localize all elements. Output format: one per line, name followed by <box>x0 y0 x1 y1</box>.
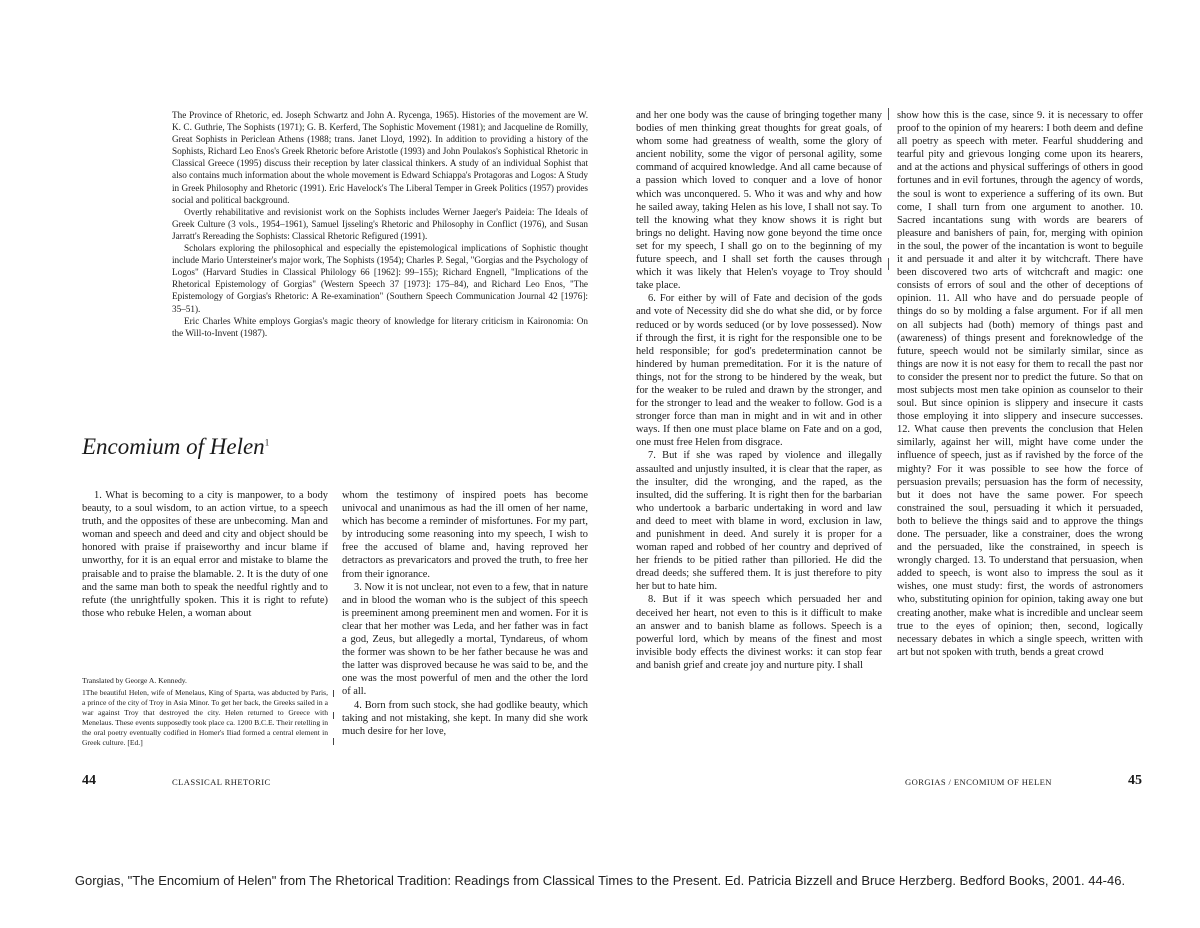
front-matter-paragraph: Scholars exploring the philosophical and especially the epistemological implications of Sophistic thought include Mario Untersteiner's major work, The Sophists (1954); Charles P. Segal, "Gorgias and the Psychology of Logos" (Harvard Studies in Classical Philology 66 [1962]: 99–155); Richard Engnell, "Implications of the Rhetorical Epistemology of Gorgias" (Western Speech 37 [1973]: 175–84), and Richard Leo Enos, "The Epistemology of Gorgias's Rhetoric: A Re-examination" (Southern Speech Communication Journal 42 [1976]: 35–51). <box>172 243 588 314</box>
essay-title-text: Encomium of Helen <box>82 434 265 459</box>
margin-mark <box>333 690 334 697</box>
paragraph: 1. What is becoming to a city is manpower, to a body beauty, to a soul wisdom, to an action virtue, to a speech truth, and the opposites of these are unbecoming. Man and woman and speech and deed and city and object should be honored with praise if praiseworthy and incur blame if unworthy, for it is an equal error and mistake to blame the praisable and to praise the blamable. 2. It is the duty of one and the same man both to speak the needful rightly and to refute (the unrightfully spoken. This it is right to refute) those who rebuke Helen, a woman about <box>82 490 328 619</box>
margin-rule <box>888 258 889 270</box>
right-running-head: GORGIAS / ENCOMIUM OF HELEN <box>905 777 1052 787</box>
title-footnote-mark: 1 <box>264 437 270 448</box>
footnotes <box>82 676 328 748</box>
front-matter-paragraph: Eric Charles White employs Gorgias's magic theory of knowledge for literary criticism in Kaironomia: On the Will-to-Invent (1987). <box>172 315 588 338</box>
translator-note: Translated by George A. Kennedy. <box>82 676 187 685</box>
left-column-2 <box>342 489 588 747</box>
right-column-2 <box>897 109 1143 759</box>
paragraph: show how this is the case, since 9. it is necessary to offer proof to the opinion of my hearers: I both deem and define all poetry as speech with meter. Fearful shuddering and tearful pity and grievous longing come upon its hearers, and at the actions and physical sufferings of others in good fortunes and in evil fortunes, through the agency of words, the soul is wont to experience a suffering of its own. But come, I shall turn from one argument to another. 10. Sacred incantations sung with words are bearers of pleasure and banishers of pain, for, merging with opinion in the soul, the power of the incantation is wont to beguile it and persuade it and alter it by witchcraft. There have been discovered two arts of witchcraft and magic: one consists of errors of soul and the other of deceptions of opinion. 11. All who have and do persuade people of things do so by molding a false argument. For if all men on all subjects had (both) memory of things past and (awareness) of things present and foreknowledge of the future, speech would not be similarly similar, since as things are now it is not easy for them to recall the past nor to consider the present nor to predict the future. So that on most subjects most men take opinion as counselor to their soul. But since opinion is slippery and insecure it casts those employing it into slippery and insecure successes. 12. What cause then prevents the conclusion that Helen similarly, against her will, might have come under the influence of speech, just as if ravished by the force of the mighty? For it was possible to see how the force of persuasion prevails; persuasion has the form of necessity, but it does not have the same power. For speech constrained the soul, persuading it which it persuaded, both to believe the things said and to approve the things done. The persuader, like a constrainer, does the wrong and the persuaded, like the constrained, in speech is wrongly charged. 13. To understand that persuasion, when added to speech, is wont also to impress the soul as it wishes, one must study: first, the words of astronomers who, substituting opinion for opinion, taking away one but creating another, make what is incredible and unclear seem true to the eyes of opinion; then, second, logically necessary debates in which a single speech, written with art but not spoken with truth, bends a great crowd <box>897 110 1143 658</box>
essay-title <box>82 434 269 460</box>
paragraph: 3. Now it is not unclear, not even to a few, that in nature and in blood the woman who is the subject of this speech is preeminent among preeminent men and women. For it is clear that her mother was Leda, and her father was in fact a god, Zeus, but allegedly a mortal, Tyndareus, of whom the former was shown to be her father because he was and the latter was disproved because he was said to be, and the one was the most powerful of men and the other the lord of all. <box>342 581 588 698</box>
paragraph: 4. Born from such stock, she had godlike beauty, which taking and not mistaking, she kept. In many did she work much desire for her love, <box>342 699 588 737</box>
front-matter-paragraph: Overtly rehabilitative and revisionist work on the Sophists includes Werner Jaeger's Paideia: The Ideals of Greek Culture (3 vols., 1954–1961), Samuel Ijsseling's Rhetoric and Philosophy in Conflict (1976), and Susan Jarratt's Rereading the Sophists: Classical Rhetoric Refigured (1991). <box>172 206 588 241</box>
margin-mark <box>333 712 334 719</box>
paragraph: 8. But if it was speech which persuaded her and deceived her heart, not even to this is it difficult to make an answer and to banish blame as follows. Speech is a powerful lord, which by means of the finest and most invisible body effects the divinest works: it can stop fear and banish grief and create joy and nurture pity. I shall <box>636 594 882 671</box>
right-column-1 <box>636 109 882 759</box>
paragraph: and her one body was the cause of bringing together many bodies of men thinking great thoughts for great goals, of whom some had greatness of wealth, some the glory of ancient nobility, some the vigor of personal agility, some command of acquired knowledge. And all came because of a passion which loved to conquer and a love of honor which was unconquered. 5. Who it was and why and how he sailed away, taking Helen as his love, I shall not say. To tell the knowing what they know shows it is right but brings no delight. Having now gone beyond the time once set for my speech, I shall go on to the beginning of my future speech, and I shall set forth the causes through which it was likely that Helen's voyage to Troy should take place. <box>636 110 882 292</box>
left-page-number: 44 <box>82 773 96 788</box>
footnote-1: 1The beautiful Helen, wife of Menelaus, King of Sparta, was abducted by Paris, a prince of the city of Troy in Asia Minor. To get her back, the Greeks sailed in a war against Troy that destroyed the city. Helen returned to Greece with Menelaus. These events supposedly took place ca. 1200 B.C.E. Their retelling in the oral poetry eventually codified in Homer's Iliad formed a central element in Greek culture. [Ed.] <box>82 688 328 747</box>
paragraph: whom the testimony of inspired poets has become univocal and unanimous as had the ill omen of her name, which has become a reminder of misfortunes. For my part, by introducing some reasoning into my speech, I wish to free the accused of blame and, having reproved her detractors as prevaricators and proved the truth, to free her from their ignorance. <box>342 490 588 580</box>
right-page-number: 45 <box>1128 773 1142 788</box>
left-column-1 <box>82 489 328 667</box>
paragraph: 7. But if she was raped by violence and illegally assaulted and unjustly insulted, it is clear that the raper, as the insulter, did the wronging, and the raped, as the insulted, did the suffering. It is right then for the barbarian who undertook a barbaric undertaking in word and law and deed to meet with blame in word, exclusion in law, and punishment in deed. And surely it is proper for a woman raped and robbed of her country and deprived of her friends to be pitied rather than pilloried. He did the dread deeds; she suffered them. It is just therefore to pity her but to hate him. <box>636 450 882 593</box>
margin-rule <box>888 108 889 120</box>
citation-caption: Gorgias, "The Encomium of Helen" from The Rhetorical Tradition: Readings from Classical Times to the Present. Ed. Patricia Bizzell and Bruce Herzberg. Bedford Books, 2001. 44-46. <box>74 873 1126 888</box>
margin-mark <box>333 738 334 745</box>
front-matter <box>172 109 588 399</box>
left-running-head: CLASSICAL RHETORIC <box>172 777 271 787</box>
front-matter-paragraph: The Province of Rhetoric, ed. Joseph Schwartz and John A. Rycenga, 1965). Histories of the movement are W. K. C. Guthrie, The Sophists (1971); G. B. Kerferd, The Sophistic Movement (1981); and Jacqueline de Romilly, Great Sophists in Periclean Athens (1988; trans. Janet Lloyd, 1992). In addition to providing a history of the Sophists, Richard Leo Enos's Greek Rhetoric before Aristotle (1993) and John Poulakos's Sophistical Rhetoric in Classical Greece (1995) discuss their reception by later classical thinkers. A study of an individual Sophist that also contains much information about the whole movement is Edward Schiappa's Protagoras and Logos: A Study in Greek Philosophy and Rhetoric (1991). Eric Havelock's The Liberal Temper in Greek Politics (1957) provides social and political background. <box>172 110 588 205</box>
paragraph: 6. For either by will of Fate and decision of the gods and vote of Necessity did she do what she did, or by force reduced or by words seduced (or by love possessed). Now if through the first, it is right for the responsible one to be held responsible; for god's predetermination cannot be hindered by human premeditation. For it is the nature of things, not for the strong to be hindered by the weak, but for the weaker to be ruled and drawn by the stronger, and for the stronger to lead and the weaker to follow. God is a stronger force than man in might and in wit and in other ways. If then one must place blame on Fate and on a god, one must free Helen from disgrace. <box>636 293 882 449</box>
